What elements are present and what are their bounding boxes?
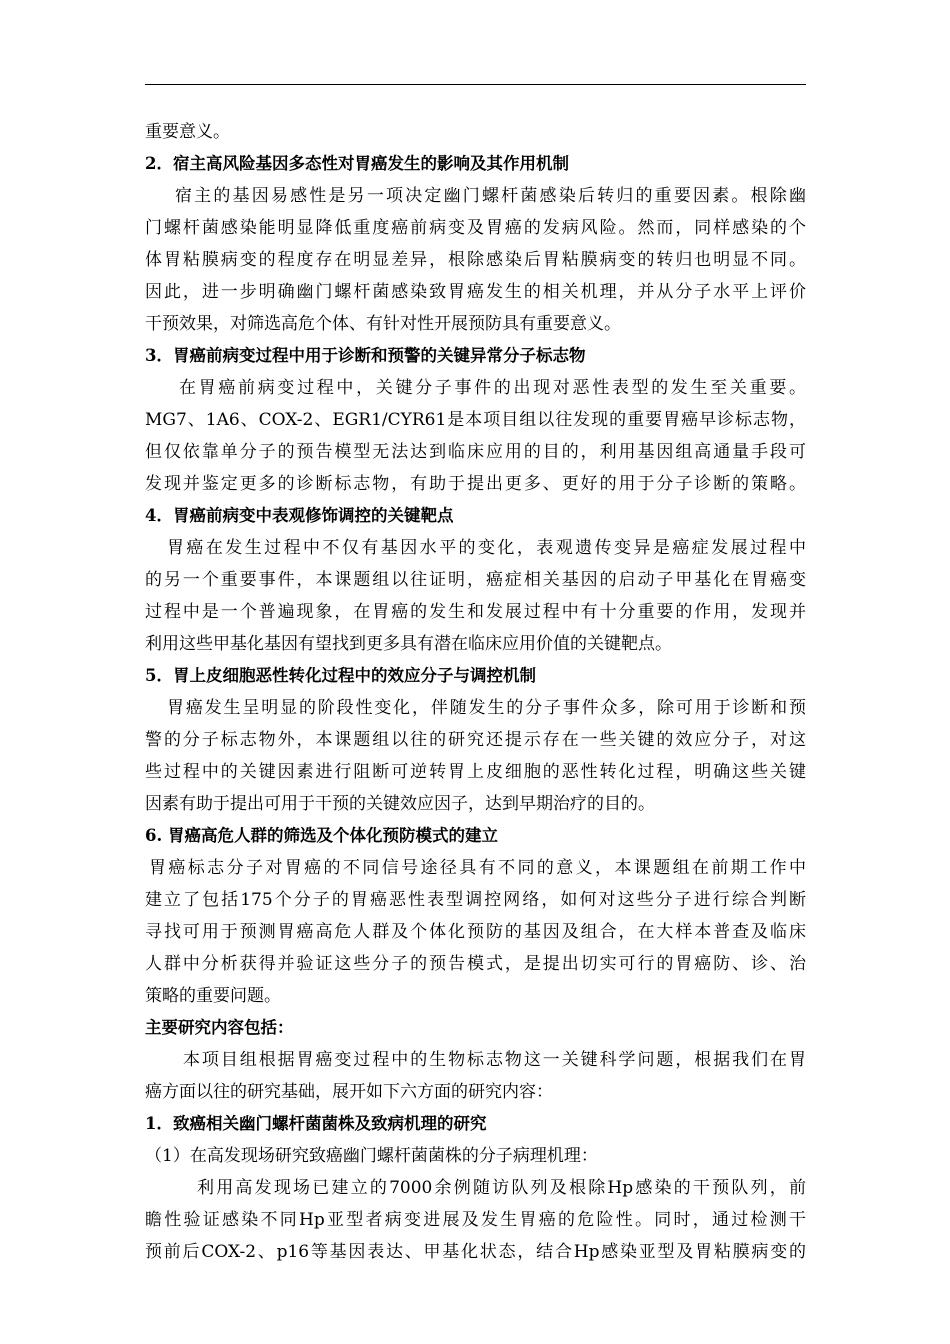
section-heading: 1．致癌相关幽门螺杆菌菌株及致病机理的研究 [145, 1114, 487, 1133]
paragraph-line: 些过程中的关键因素进行阻断可逆转胃上皮细胞的恶性转化过程，明确这些关键 [145, 762, 806, 782]
paragraph-line: 发现并鉴定更多的诊断标志物，有助于提出更多、更好的用于分子诊断的策略。 [145, 474, 806, 494]
section-heading: 4．胃癌前病变中表观修饰调控的关键靶点 [145, 506, 454, 525]
section-heading: 6. 胃癌高危人群的筛选及个体化预防模式的建立 [145, 826, 498, 845]
paragraph-line: 重要意义。 [145, 122, 230, 142]
paragraph-line: 人群中分析获得并验证这些分子的预告模式，是提出切实可行的胃癌防、诊、治 [145, 954, 806, 974]
paragraph-line: 策略的重要问题。 [145, 986, 281, 1006]
paragraph-line: MG7、1A6、COX-2、EGR1/CYR61是本项目组以往发现的重要胃癌早诊标志物， [145, 410, 806, 430]
paragraph-line: 胃癌发生呈明显的阶段性变化，伴随发生的分子事件众多，除可用于诊断和预 [167, 698, 806, 718]
section-heading: 2．宿主高风险基因多态性对胃癌发生的影响及其作用机制 [145, 154, 569, 173]
paragraph-line: 瞻性验证感染不同Hp亚型者病变进展及发生胃癌的危险性。同时，通过检测干 [145, 1210, 806, 1230]
paragraph-line: （1）在高发现场研究致癌幽门螺杆菌菌株的分子病理机理： [145, 1146, 598, 1166]
paragraph-line: 胃癌在发生过程中不仅有基因水平的变化，表观遗传变异是癌症发展过程中 [167, 538, 806, 558]
paragraph-line: 但仅依靠单分子的预告模型无法达到临床应用的目的，利用基因组高通量手段可 [145, 442, 806, 462]
paragraph-line: 干预效果，对筛选高危个体、有针对性开展预防具有重要意义。 [145, 314, 621, 334]
paragraph-line: 癌方面以往的研究基础，展开如下六方面的研究内容： [145, 1082, 553, 1102]
paragraph-line: 警的分子标志物外，本课题组以往的研究还提示存在一些关键的效应分子，对这 [145, 730, 806, 750]
paragraph-line: 胃癌标志分子对胃癌的不同信号途径具有不同的意义，本课题组在前期工作中 [149, 858, 806, 878]
paragraph-line: 利用这些甲基化基因有望找到更多具有潜在临床应用价值的关键靶点。 [145, 634, 672, 654]
paragraph-line: 寻找可用于预测胃癌高危人群及个体化预防的基因及组合，在大样本普查及临床 [145, 922, 806, 942]
section-heading: 主要研究内容包括： [145, 1018, 294, 1037]
paragraph-line: 在胃癌前病变过程中，关键分子事件的出现对恶性表型的发生至关重要。 [179, 378, 806, 398]
paragraph-line: 建立了包括175个分子的胃癌恶性表型调控网络，如何对这些分子进行综合判断 [145, 890, 806, 910]
paragraph-line: 预前后COX-2、p16等基因表达、甲基化状态，结合Hp感染亚型及胃粘膜病变的 [145, 1242, 806, 1262]
paragraph-line: 过程中是一个普遍现象，在胃癌的发生和发展过程中有十分重要的作用，发现并 [145, 602, 806, 622]
section-heading: 5．胃上皮细胞恶性转化过程中的效应分子与调控机制 [145, 666, 536, 685]
paragraph-line: 本项目组根据胃癌变过程中的生物标志物这一关键科学问题，根据我们在胃 [183, 1050, 806, 1070]
paragraph-line: 体胃粘膜病变的程度存在明显差异，根除感染后胃粘膜病变的转归也明显不同。 [145, 250, 806, 270]
paragraph-line: 因此，进一步明确幽门螺杆菌感染致胃癌发生的相关机理，并从分子水平上评价 [145, 282, 806, 302]
header-rule [145, 84, 806, 85]
section-heading: 3．胃癌前病变过程中用于诊断和预警的关键异常分子标志物 [145, 346, 586, 365]
paragraph-line: 门螺杆菌感染能明显降低重度癌前病变及胃癌的发病风险。然而，同样感染的个 [145, 218, 806, 238]
paragraph-line: 利用高发现场已建立的7000余例随访队列及根除Hp感染的干预队列，前 [197, 1178, 806, 1198]
document-page [145, 116, 806, 1268]
paragraph-line: 因素有助于提出可用于干预的关键效应因子，达到早期治疗的目的。 [145, 794, 655, 814]
paragraph-line: 的另一个重要事件，本课题组以往证明，癌症相关基因的启动子甲基化在胃癌变 [145, 570, 806, 590]
paragraph-line: 宿主的基因易感性是另一项决定幽门螺杆菌感染后转归的重要因素。根除幽 [175, 186, 806, 206]
